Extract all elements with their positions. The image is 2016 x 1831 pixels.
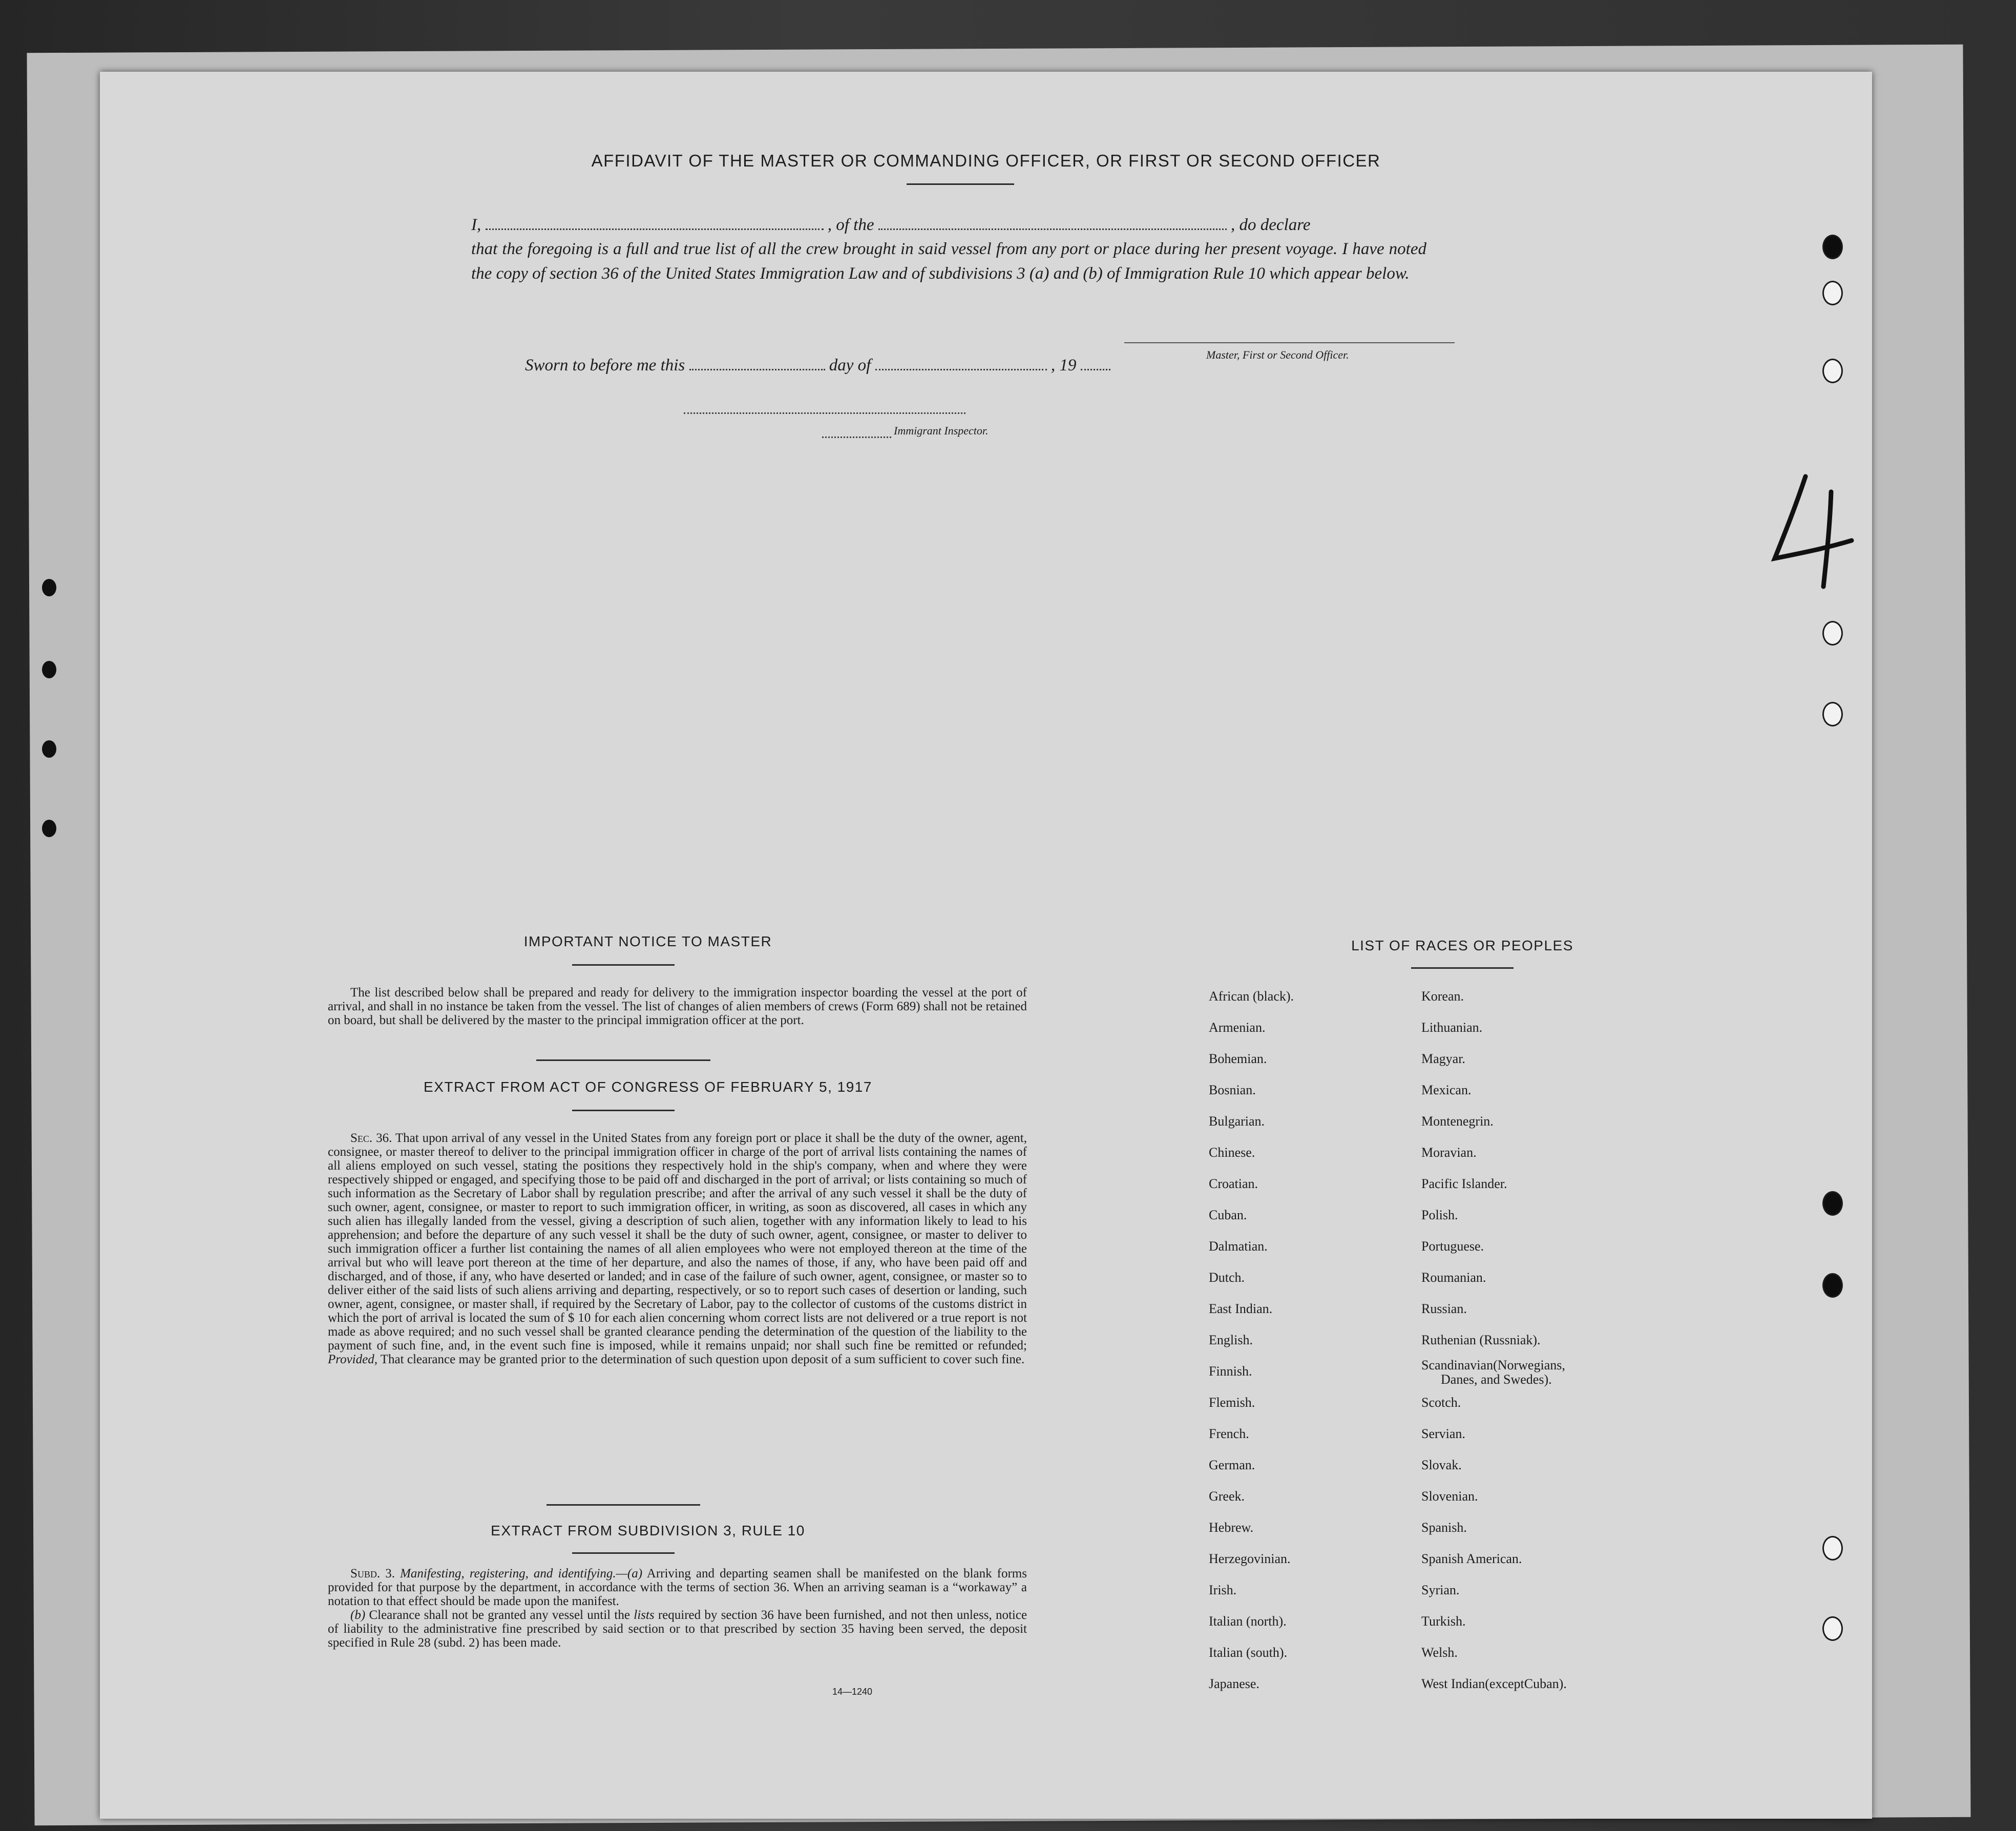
notice-body — [328, 986, 1027, 1027]
race-item: Scandinavian(Norwegians, — [1421, 1358, 1565, 1372]
race-item: Syrian. — [1421, 1583, 1460, 1597]
subd-b-label: (b) — [350, 1608, 366, 1622]
race-item: Finnish. — [1209, 1364, 1252, 1379]
sworn-month-field[interactable] — [875, 369, 1047, 370]
race-item: Italian (south). — [1209, 1645, 1288, 1660]
subd-title: Manifesting, registering, and identifying.—(a) — [400, 1567, 643, 1580]
race-item: Japanese. — [1209, 1676, 1259, 1691]
race-item: Croatian. — [1209, 1176, 1258, 1191]
race-item: West Indian(exceptCuban). — [1421, 1676, 1567, 1691]
section-36-text: That upon arrival of any vessel in the United States from any foreign port or place it shall be the duty of the owner, agent, consignee, or master thereof to deliver to the principal immigration officer in charge of the port of arrival lists containing the names of all aliens employed on such vessel, stating the positions they respectively hold in the ship's company, when and where they were respectively shipped or engaged, and specifying those to be paid off and discharged in the port of arrival; or lists containing so much of such information as the Secretary of Labor shall by regulation prescribe; and after the arrival of any such vessel it shall be the duty of such owner, agent, consignee, or master to report to such immigration officer, in writing, as soon as discovered, all cases in which any such alien has illegally landed from the vessel, giving a description of such alien, together with any information likely to lead to his apprehension; and before the departure of any such vessel it shall be the duty of such owner, agent, consignee, or master to deliver to such immigration officer a further list containing the names of all alien employees who were not employed thereon at the time of the arrival but who will leave port thereon at the time of her departure, and also the names of those, if any, who have been paid off and discharged, and of those, if any, who have deserted or landed; and in case of the failure of such owner, agent, consignee, or master so to deliver either of the said lists of such aliens arriving and departing, respectively, or so to report such cases of desertion or landing, such owner, agent, consignee, or master shall, if required by the Secretary of Labor, pay to the collector of customs of the customs district in which the port of arrival is located the sum of $ 10 for each alien concerning whom correct lists are not delivered or a true report is not made as above required; and no such vessel shall be granted clearance pending the determination of the question of the liability to the payment of such fine, and, in the event such fine is imposed, while it remains unpaid; nor shall such fine be remitted or refunded; — [328, 1131, 1027, 1353]
binder-hole — [1822, 621, 1843, 646]
race-item: French. — [1209, 1426, 1249, 1441]
section-label: Sec. 36. — [350, 1131, 392, 1145]
binder-hole — [1822, 1616, 1843, 1641]
vessel-prefix: , of the — [827, 216, 874, 234]
races-heading: LIST OF RACES OR PEOPLES — [1351, 938, 1573, 953]
race-item: Scotch. — [1421, 1395, 1461, 1410]
affidavit-body: that the foregoing is a full and true list of all the crew brought in said vessel from any port or place during her present voyage. I have noted the copy of section 36 of the United States Immigration Law and of subdivisions 3 (a) and (b) of Immigration Rule 10 which appear below. — [471, 240, 1426, 283]
inspector-signature-label: Immigrant Inspector. — [894, 424, 989, 437]
binder-hole — [42, 820, 56, 837]
race-item: Montenegrin. — [1421, 1114, 1494, 1129]
sworn-prefix: Sworn to before me this — [525, 356, 685, 374]
race-item: Herzegovinian. — [1209, 1551, 1291, 1566]
binder-hole — [1822, 702, 1843, 726]
race-item: Russian. — [1421, 1301, 1467, 1316]
race-item: African (black). — [1209, 989, 1294, 1004]
notice-heading: IMPORTANT NOTICE TO MASTER — [523, 933, 772, 949]
race-item: Korean. — [1421, 989, 1464, 1004]
subd-a-text: Arriving and departing seamen shall be manifested on the blank forms provided for that purpose by the department, in accordance with the terms of section 36. When an arriving seaman is a “workaway” a notation to that effect should be made upon the manifest. — [328, 1567, 1027, 1608]
subd-b-text-1: Clearance shall not be granted any vessel until the — [369, 1608, 630, 1622]
section-divider — [536, 1059, 710, 1061]
sworn-year-label: , 19 — [1051, 356, 1077, 374]
subd-b-lists-word: lists — [634, 1608, 655, 1622]
binder-hole — [1822, 281, 1843, 305]
race-item: Moravian. — [1421, 1145, 1477, 1160]
race-item: Bosnian. — [1209, 1083, 1256, 1097]
binder-hole — [1822, 235, 1843, 259]
section-36-proviso: That clearance may be granted prior to the determination of such question upon deposit of a sum sufficient to cover such fine. — [380, 1353, 1025, 1366]
sworn-year-field[interactable] — [1081, 369, 1110, 370]
race-item: Dutch. — [1209, 1270, 1245, 1285]
subd-b-text-2: required by section 36 have been furnished, and not then unless, notice of liability to the administrative fine prescribed by said section or to that prescribed by section 35 having been served, the deposit specified in Rule 28 (subd. 2) has been made. — [328, 1608, 1027, 1650]
affidavit-declaration-line — [471, 213, 1426, 237]
binder-hole — [42, 740, 56, 758]
race-item: German. — [1209, 1458, 1255, 1472]
handwritten-4-icon — [1770, 471, 1857, 589]
race-item: Bohemian. — [1209, 1051, 1267, 1066]
provided-word: Provided, — [328, 1353, 377, 1366]
race-item: Irish. — [1209, 1583, 1237, 1597]
inspector-signature-line[interactable] — [684, 412, 965, 414]
race-item: Roumanian. — [1421, 1270, 1486, 1285]
sworn-day-label: day of — [829, 356, 871, 374]
binder-hole — [42, 661, 56, 678]
form-number: 14—1240 — [832, 1687, 873, 1697]
section-divider — [547, 1504, 700, 1506]
inspector-leader-dots — [822, 436, 891, 438]
sworn-day-field[interactable] — [689, 369, 825, 370]
race-item: Servian. — [1421, 1426, 1465, 1441]
binder-hole — [42, 579, 56, 596]
race-item: East Indian. — [1209, 1301, 1273, 1316]
race-item: Pacific Islander. — [1421, 1176, 1507, 1191]
race-item: Lithuanian. — [1421, 1020, 1483, 1035]
master-signature-line[interactable] — [1124, 342, 1455, 343]
binder-hole — [1822, 1536, 1843, 1560]
binder-hole — [1822, 1273, 1843, 1298]
document-page — [100, 72, 1872, 1819]
race-item: Greek. — [1209, 1489, 1245, 1504]
race-item: Armenian. — [1209, 1020, 1266, 1035]
congress-extract-heading: EXTRACT FROM ACT OF CONGRESS OF FEBRUARY 5, 1917 — [424, 1079, 872, 1095]
rule10-extract-heading: EXTRACT FROM SUBDIVISION 3, RULE 10 — [491, 1523, 805, 1538]
title-underline — [907, 183, 1014, 185]
race-item: Chinese. — [1209, 1145, 1255, 1160]
race-item: Magyar. — [1421, 1051, 1465, 1066]
binder-hole — [1822, 359, 1843, 383]
rule10-underline — [572, 1552, 675, 1554]
race-item-continuation: Danes, and Swedes). — [1441, 1372, 1552, 1387]
race-item: Italian (north). — [1209, 1614, 1287, 1629]
declarant-name-field[interactable] — [486, 228, 824, 230]
race-item: Cuban. — [1209, 1208, 1247, 1222]
race-item: Spanish American. — [1421, 1551, 1522, 1566]
subdivision-a-paragraph — [328, 1567, 1027, 1608]
section-36-paragraph — [328, 1131, 1027, 1366]
race-item: Mexican. — [1421, 1083, 1472, 1097]
race-item: Portuguese. — [1421, 1239, 1484, 1254]
race-item: Flemish. — [1209, 1395, 1255, 1410]
race-item: Spanish. — [1421, 1520, 1467, 1535]
race-item: Ruthenian (Russniak). — [1421, 1333, 1541, 1347]
binder-hole — [1822, 1191, 1843, 1216]
affidavit-title: AFFIDAVIT OF THE MASTER OR COMMANDING OFFICER, OR FIRST OR SECOND OFFICER — [591, 151, 1381, 170]
sworn-line — [525, 356, 1110, 375]
race-item: Welsh. — [1421, 1645, 1458, 1660]
subd-label: Subd. 3. — [350, 1567, 395, 1580]
congress-extract-body — [328, 1131, 1027, 1366]
rule10-extract-body — [328, 1567, 1027, 1650]
vessel-name-field[interactable] — [878, 228, 1227, 230]
notice-underline — [572, 964, 675, 966]
race-item: Turkish. — [1421, 1614, 1466, 1629]
handwritten-number-mark — [1770, 471, 1857, 589]
congress-underline — [572, 1110, 675, 1111]
race-item: English. — [1209, 1333, 1253, 1347]
race-item: Slovak. — [1421, 1458, 1462, 1472]
race-item: Dalmatian. — [1209, 1239, 1268, 1254]
race-item: Bulgarian. — [1209, 1114, 1265, 1129]
declarant-prefix: I, — [471, 216, 481, 234]
race-item: Polish. — [1421, 1208, 1458, 1222]
races-underline — [1411, 967, 1514, 969]
notice-paragraph: The list described below shall be prepared and ready for delivery to the immigration inspector boarding the vessel at the port of arrival, and shall in no instance be taken from the vessel. The list of changes of alien members of crews (Form 689) shall not be retained on board, but shall be delivered by the master to the principal immigration officer at the port. — [328, 986, 1027, 1027]
subdivision-b-paragraph — [328, 1608, 1027, 1650]
race-item: Slovenian. — [1421, 1489, 1478, 1504]
declare-suffix: , do declare — [1230, 216, 1311, 234]
race-item: Hebrew. — [1209, 1520, 1254, 1535]
master-signature-label: Master, First or Second Officer. — [1206, 348, 1349, 361]
